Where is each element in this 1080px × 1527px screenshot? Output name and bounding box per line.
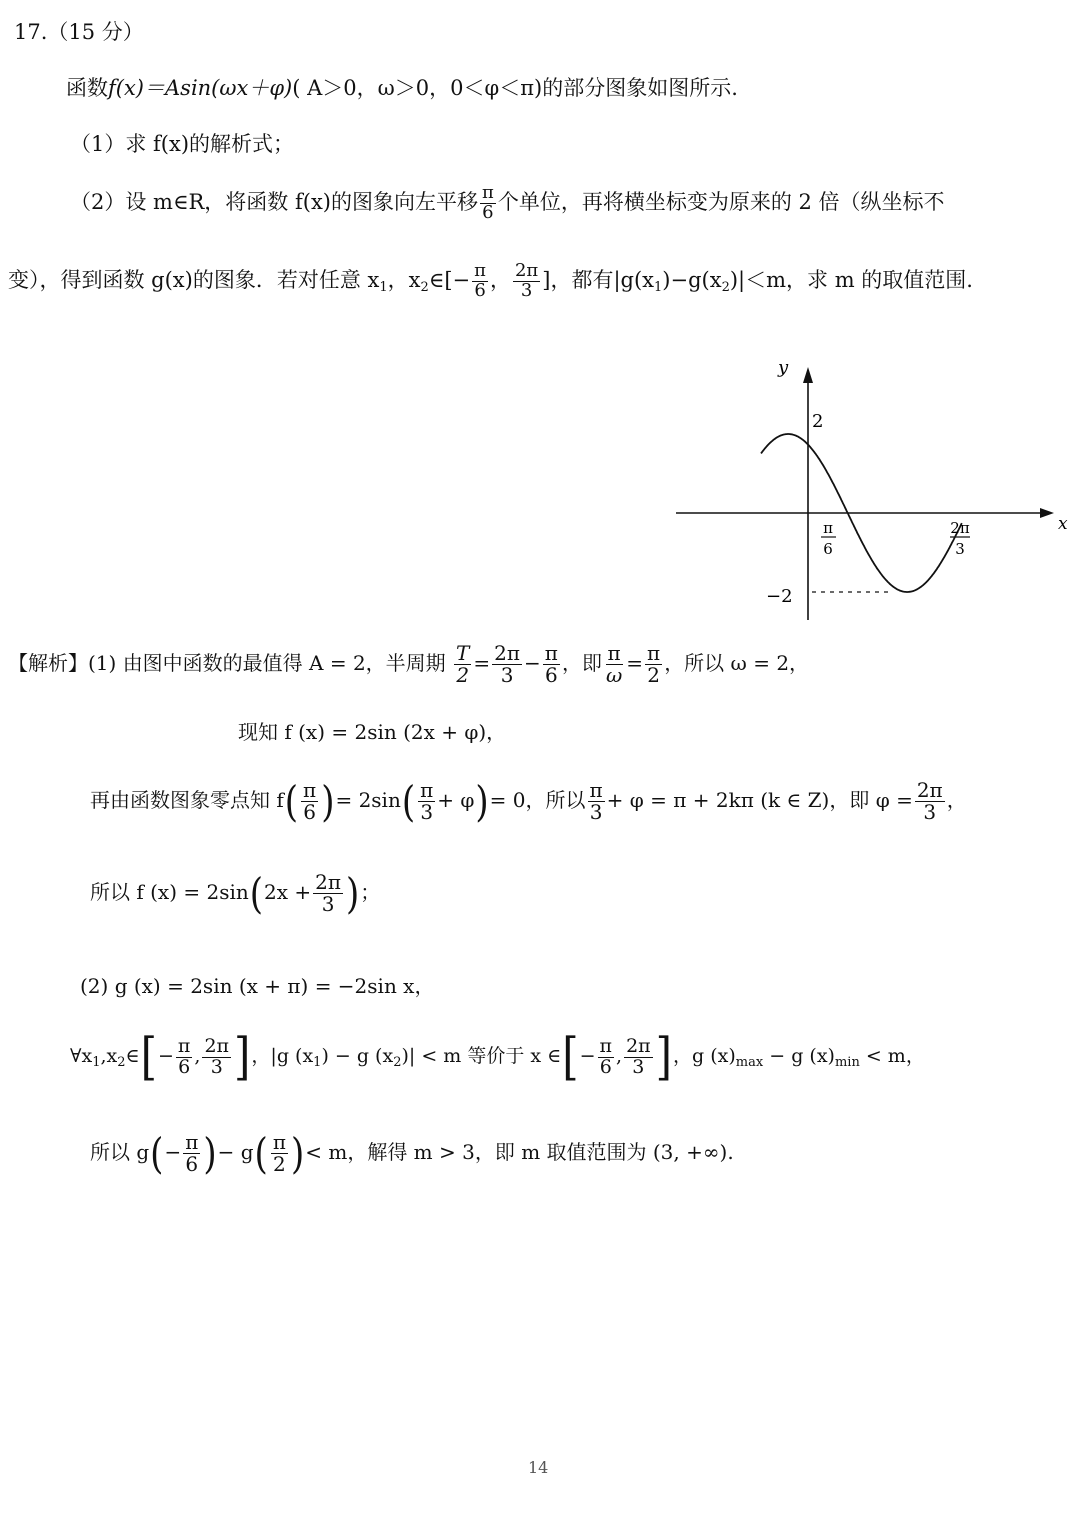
frac-num: π: [589, 778, 603, 802]
sol-l1-c: ，所以 ω = 2，: [664, 651, 810, 675]
eq-sign: =: [626, 651, 644, 675]
paren: ): [290, 1128, 305, 1179]
paren: (: [150, 1128, 164, 1179]
frac-2pi-3: [492, 643, 522, 686]
paren: ): [346, 868, 360, 919]
interval-left-den: 6: [474, 279, 486, 301]
tick-pi6-num: π: [823, 519, 833, 537]
part2-text-h: )|＜m，求 m 的取值范围.: [729, 267, 973, 292]
x-axis-label: x: [1058, 514, 1068, 534]
interval-right-den: 3: [520, 279, 533, 301]
sol-l4-c: ；: [360, 880, 381, 904]
sol-l6-c: ∈: [125, 1045, 140, 1067]
frac-num: π: [177, 1034, 191, 1057]
frac-num: 2π: [494, 641, 521, 665]
tick-2pi3-den: 3: [955, 540, 965, 558]
paren: (: [284, 776, 299, 827]
x1-subscript-b: 1: [654, 279, 663, 295]
frac-den: 3: [500, 663, 514, 687]
y-axis-label: y: [778, 357, 789, 378]
frac-2pi-3: [313, 872, 343, 915]
paren: ): [475, 776, 489, 827]
frac-pi-6: [598, 1034, 615, 1078]
sol-l6-j: − g (x): [763, 1045, 835, 1067]
sol-l3-d: = 0，所以: [489, 788, 586, 812]
interval-left-num: π: [474, 260, 486, 281]
interval-right-fraction: [513, 262, 540, 301]
solution-line-2: 现知 f (x) = 2sin (2x + φ)，: [238, 720, 507, 744]
frac-den: 3: [589, 800, 603, 824]
solution-line-1: [8, 643, 809, 686]
statement-condition: ( A＞0，ω＞0，0＜φ＜π)的部分图象如图所示.: [292, 76, 738, 100]
sol-l6-g: ) − g (x: [321, 1045, 394, 1067]
paren: ): [321, 776, 335, 827]
sol-l3-b: = 2sin: [335, 788, 401, 812]
sol-l6-d2: −: [579, 1045, 596, 1067]
paren: (: [254, 1128, 268, 1179]
paren: (: [401, 776, 416, 827]
tick-pi6-den: 6: [823, 540, 833, 558]
part2-text-a: （2）设 m∈R，将函数 f(x)的图象向左平移: [70, 189, 478, 214]
part2-text-f: ]，都有|g(x: [542, 267, 655, 292]
x-axis-arrow: [1040, 508, 1054, 518]
sol-l3-f: ，: [946, 788, 967, 812]
sol-l6-i: ，g (x): [673, 1045, 736, 1067]
frac-den: 6: [185, 1152, 199, 1176]
x1-subscript: 1: [379, 279, 388, 295]
frac-den: 3: [420, 800, 434, 824]
problem-statement: [66, 72, 738, 102]
sub-min: min: [834, 1055, 860, 1070]
part-2-question-line2: [8, 262, 973, 301]
sol-l6-k: < m，: [859, 1045, 925, 1067]
frac-den: 6: [545, 663, 558, 687]
part2-text-c: 变），得到函数 g(x)的图象．若对任意 x: [8, 267, 380, 292]
frac-pi-omega: [604, 643, 624, 686]
sub: 2: [393, 1055, 402, 1070]
y-axis-arrow: [803, 367, 813, 383]
sol-l3-e: + φ = π + 2kπ (k ∈ Z)，即 φ =: [606, 788, 913, 812]
tick-2pi3-num: 2π: [950, 519, 970, 537]
minus-sign: −: [164, 1140, 182, 1164]
sol-l6-e: ,: [194, 1045, 201, 1067]
frac-num: π: [185, 1130, 199, 1154]
frac-den: 3: [632, 1055, 645, 1078]
frac-num: π: [544, 641, 558, 665]
solution-line-7: [90, 1128, 734, 1179]
part2-text-e: ∈[−: [428, 267, 471, 292]
sub: 1: [92, 1055, 101, 1070]
x2-subscript: 2: [420, 279, 429, 295]
sol-l7-c: < m，解得 m > 3，即 m 取值范围为 (3, +∞).: [305, 1140, 734, 1164]
bracket: ]: [234, 1027, 251, 1086]
function-definition: f(x)＝Asin(ωx＋φ): [108, 76, 293, 100]
frac-den: 3: [321, 892, 335, 916]
sol-l4-a: 所以 f (x) = 2sin: [90, 880, 249, 904]
x2-subscript-b: 2: [721, 279, 730, 295]
frac-num: π: [599, 1034, 613, 1057]
part2-text-b: 个单位，再将横坐标变为原来的 2 倍（纵坐标不: [497, 189, 945, 214]
interval-comma: ，: [489, 267, 511, 292]
frac-pi-3: [588, 780, 605, 823]
solution-line-5: (2) g (x) = 2sin (x + π) = −2sin x，: [80, 974, 435, 998]
paren: ): [203, 1128, 217, 1179]
eq-sign: =: [473, 651, 491, 675]
paren: (: [249, 868, 264, 919]
sub-max: max: [735, 1055, 764, 1070]
part-1-question: （1）求 f(x)的解析式；: [70, 132, 295, 156]
bracket: [: [562, 1027, 579, 1086]
frac-T-2: [454, 643, 471, 686]
frac-den: 6: [178, 1055, 191, 1078]
sol-l6-b: ,x: [100, 1045, 118, 1067]
frac-num: π: [607, 641, 621, 665]
frac-num: π: [647, 641, 661, 665]
shift-fraction: [480, 184, 496, 223]
sol-l7-b: − g: [217, 1140, 254, 1164]
sol-l6-f: ，|g (x: [251, 1045, 314, 1067]
frac-num: T: [456, 641, 470, 665]
sol-l1-b: ，即: [561, 651, 602, 675]
min-label: −2: [766, 586, 793, 607]
frac-num: 2π: [204, 1034, 230, 1057]
bracket: [: [140, 1027, 157, 1086]
frac-den: 3: [923, 800, 937, 824]
frac-pi-6: [176, 1034, 193, 1078]
frac-pi-2: [645, 643, 662, 686]
part2-text-g: )−g(x: [662, 267, 722, 292]
sol-l6-d: −: [157, 1045, 174, 1067]
frac-num: π: [303, 778, 317, 802]
solution-line-4: [90, 868, 381, 919]
sol-l7-a: 所以 g: [90, 1140, 150, 1164]
frac-2pi-3: [915, 780, 945, 823]
solution-line-3: [90, 776, 967, 827]
solution-tag: 【解析】: [8, 651, 88, 675]
frac-den: 2: [647, 663, 660, 687]
sol-l6-a: ∀x: [70, 1045, 93, 1067]
sub: 1: [313, 1055, 322, 1070]
frac-den: 6: [599, 1055, 612, 1078]
frac-pi-6: [543, 643, 560, 686]
minus-sign: −: [524, 651, 541, 675]
frac-num: 2π: [315, 870, 342, 894]
sol-l4-b: 2x +: [264, 880, 312, 904]
frac-den: 2: [273, 1152, 286, 1176]
frac-den: 3: [210, 1055, 223, 1078]
frac-den: 6: [303, 800, 316, 824]
frac-num: π: [272, 1130, 286, 1154]
part-2-question-line1: [70, 184, 945, 223]
frac-num: 2π: [916, 778, 943, 802]
frac-den: ω: [605, 663, 623, 687]
sol-l3-c: + φ: [437, 788, 475, 812]
sub: 2: [117, 1055, 126, 1070]
frac-2pi-3: [202, 1034, 231, 1078]
part2-text-d: ，x: [387, 267, 421, 292]
frac-pi-6: [301, 780, 318, 823]
sine-graph: [670, 355, 1080, 630]
page-number: 14: [528, 1458, 549, 1477]
shift-numerator: π: [481, 182, 494, 203]
interval-right-num: 2π: [514, 260, 539, 281]
frac-den: 2: [456, 663, 470, 687]
frac-pi-6: [183, 1132, 200, 1175]
sol-l6-e2: ,: [616, 1045, 623, 1067]
interval-left-fraction: [472, 262, 488, 301]
frac-2pi-3: [624, 1034, 653, 1078]
shift-denominator: 6: [482, 201, 494, 223]
sol-l3-a: 再由函数图象零点知 f: [90, 788, 284, 812]
frac-pi-2: [271, 1132, 288, 1175]
frac-pi-3: [418, 780, 435, 823]
max-label: 2: [812, 411, 824, 432]
statement-prefix: 函数: [66, 76, 108, 100]
solution-line-6: [70, 1027, 925, 1086]
sol-l6-h: )| < m 等价于 x ∈: [401, 1045, 562, 1067]
problem-number: 17.（15 分）: [14, 20, 144, 44]
sol-l1-a: (1) 由图中函数的最值得 A = 2，半周期: [88, 651, 446, 675]
bracket: ]: [655, 1027, 673, 1086]
frac-num: 2π: [626, 1034, 651, 1057]
frac-num: π: [420, 778, 434, 802]
